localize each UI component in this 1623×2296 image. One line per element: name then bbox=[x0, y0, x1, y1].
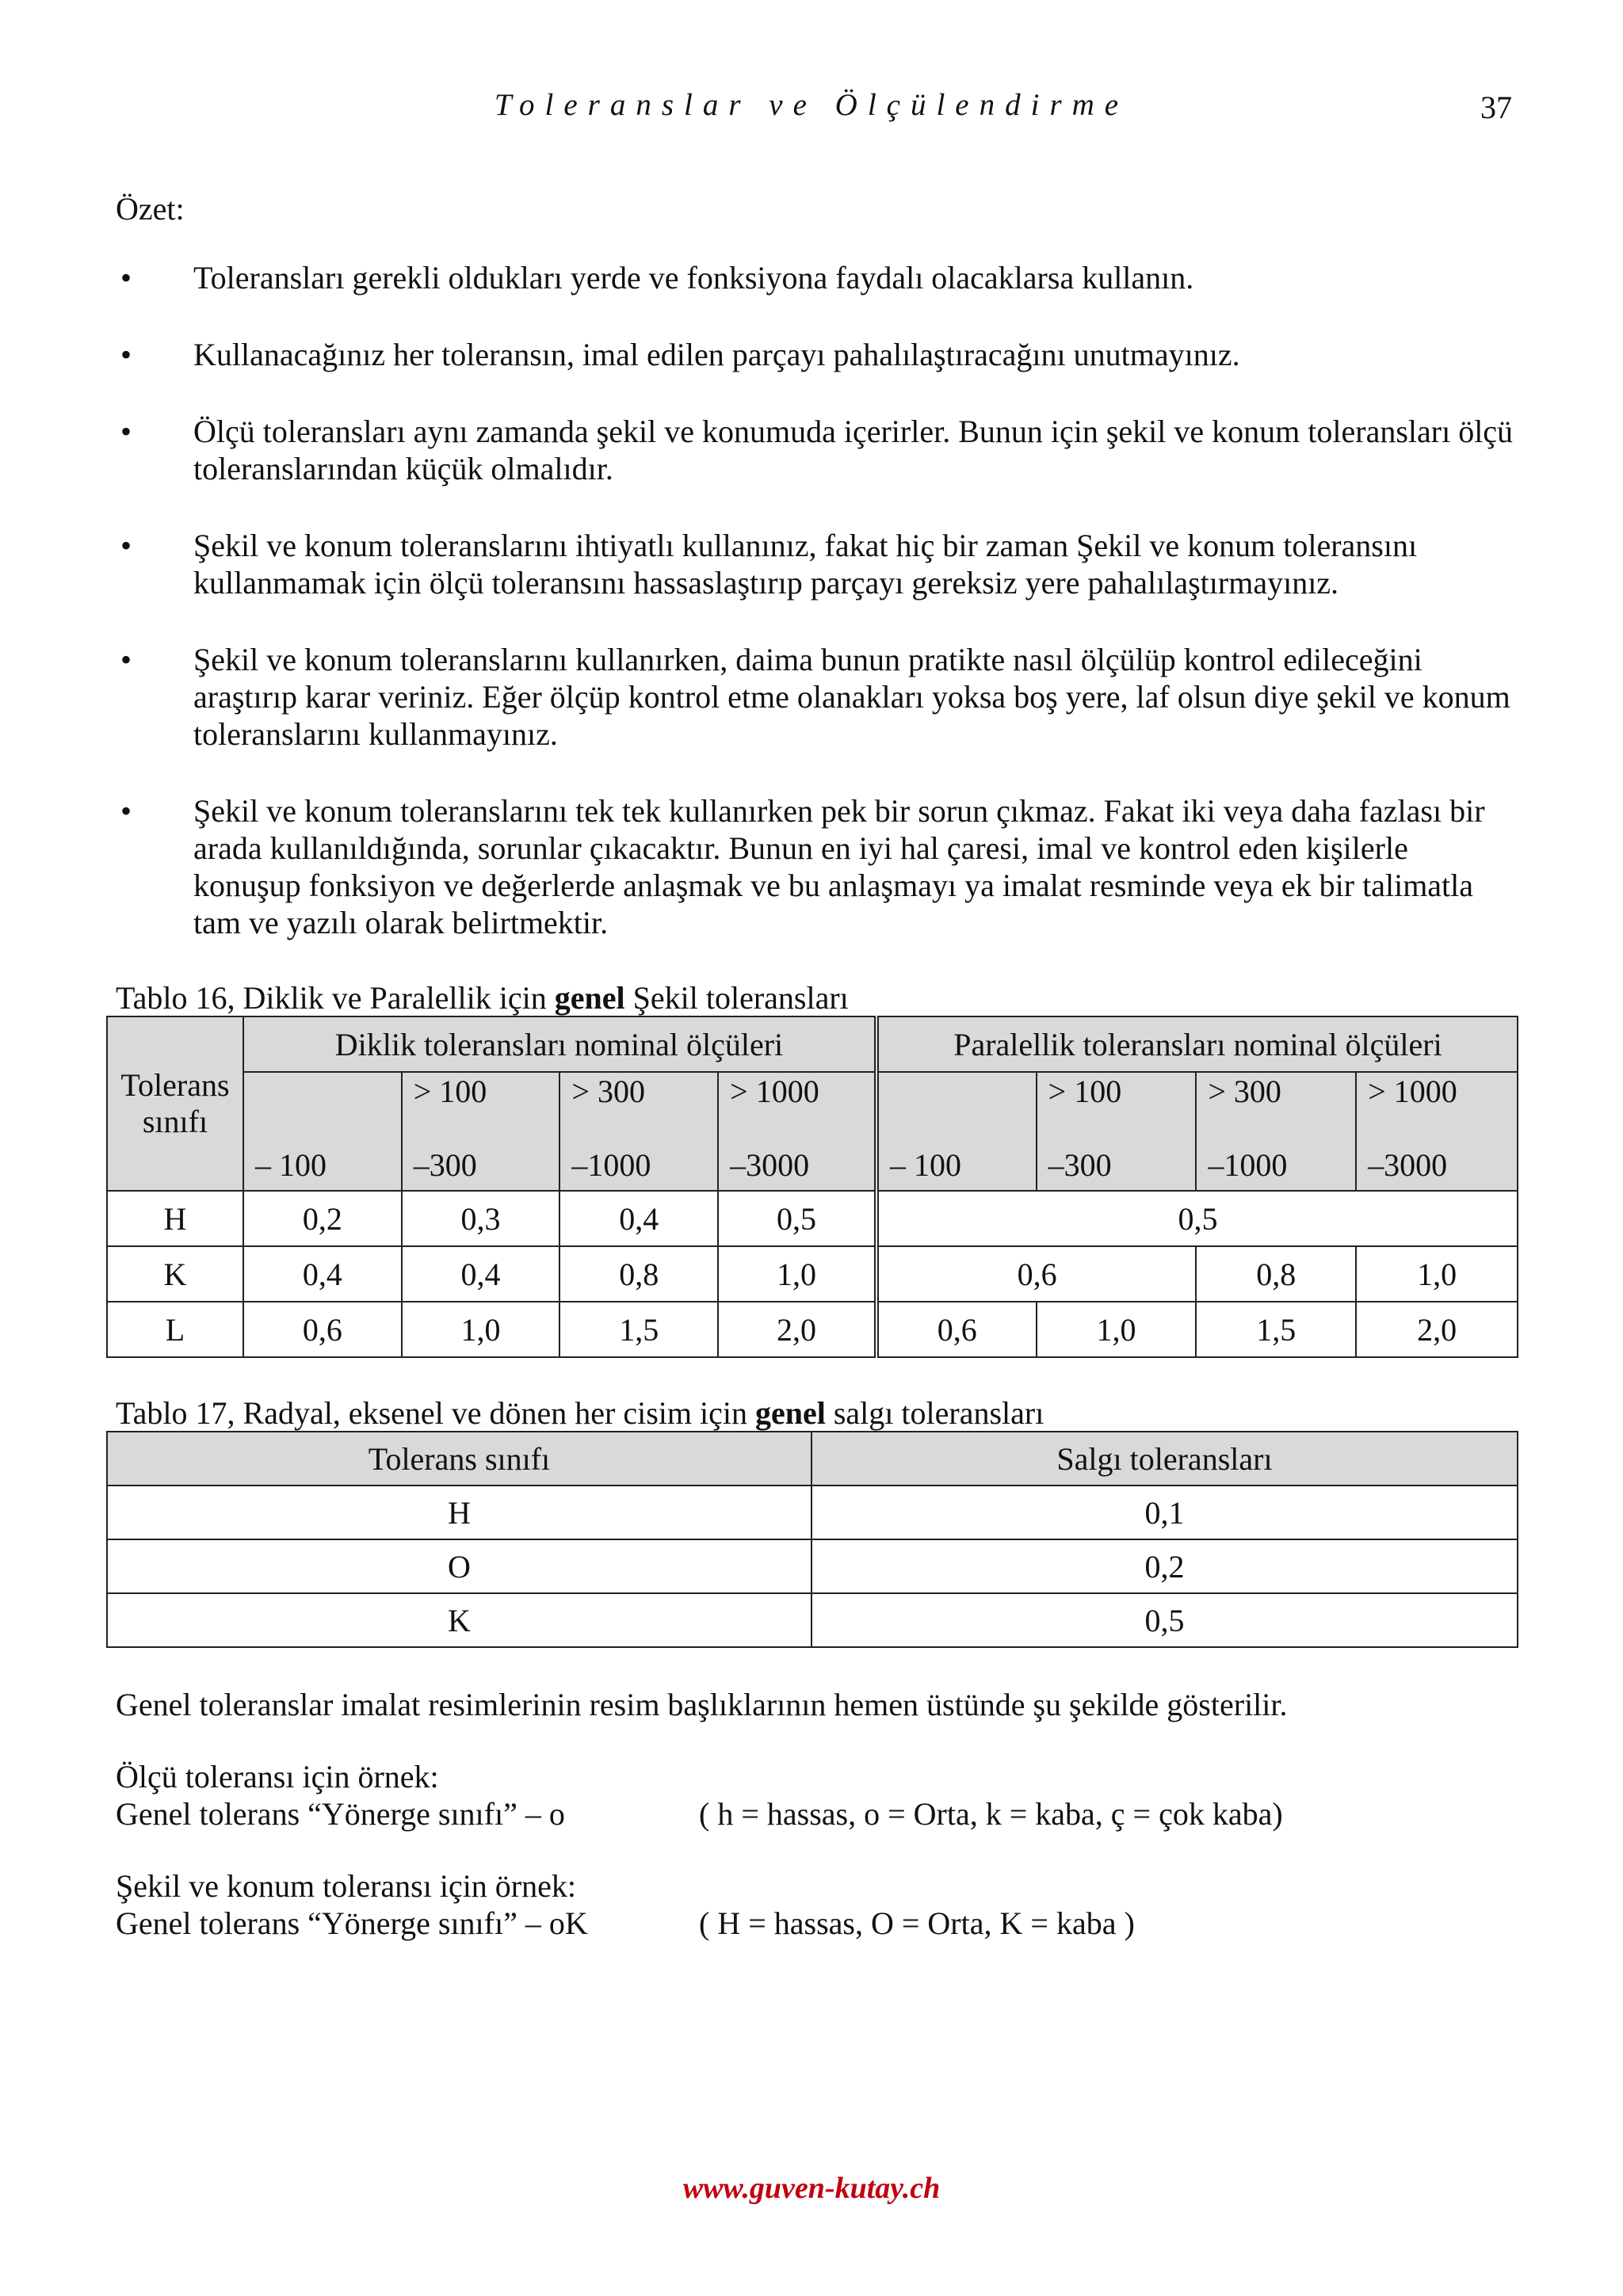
list-item-text: Şekil ve konum toleranslarını kullanırken, daima bunun pratikte nasıl ölçülüp kontrol edileceğini araştırıp karar veriniz. Eğer ölçüp kontrol etme olanakları yoksa boş yere, laf olsun diye şekil ve konum toleranslarını kullanmayınız. bbox=[193, 642, 1510, 752]
class-cell: K bbox=[107, 1246, 243, 1302]
list-item-text: Kullanacağınız her toleransın, imal edilen parçayı pahalılaştıracağını unutmayınız. bbox=[193, 337, 1240, 372]
range-top-cell: > 300 bbox=[1196, 1072, 1356, 1128]
range-bottom-cell: –1000 bbox=[1196, 1128, 1356, 1191]
table16 bbox=[106, 1016, 1518, 1358]
summary-list bbox=[116, 259, 1518, 941]
value-cell: 0,1 bbox=[812, 1486, 1518, 1539]
value-cell: 0,5 bbox=[876, 1191, 1518, 1246]
page-content bbox=[116, 190, 1518, 1942]
value-cell: 0,5 bbox=[812, 1593, 1518, 1647]
list-item-text: Toleransları gerekli oldukları yerde ve fonksiyona faydalı olacaklarsa kullanın. bbox=[193, 260, 1194, 296]
page-number: 37 bbox=[1480, 90, 1512, 125]
class-cell: H bbox=[107, 1191, 243, 1246]
table-row bbox=[107, 1539, 1518, 1593]
value-cell: 1,5 bbox=[1196, 1302, 1356, 1357]
range-top-cell: > 300 bbox=[559, 1072, 718, 1128]
list-item bbox=[116, 792, 1518, 941]
range-empty-cell bbox=[243, 1072, 402, 1128]
value-cell: 1,0 bbox=[1356, 1246, 1518, 1302]
value-cell: 0,8 bbox=[1196, 1246, 1356, 1302]
caption-bold-text: genel bbox=[554, 980, 625, 1016]
bullet-icon: • bbox=[120, 793, 132, 829]
table17-caption bbox=[116, 1396, 1518, 1431]
bullet-icon: • bbox=[120, 414, 132, 449]
caption-text: salgı toleransları bbox=[825, 1395, 1044, 1431]
table-row bbox=[107, 1486, 1518, 1539]
value-cell: 0,2 bbox=[243, 1191, 402, 1246]
value-cell: 1,0 bbox=[402, 1302, 560, 1357]
table-row bbox=[107, 1246, 1518, 1302]
example-title: Şekil ve konum toleransı için örnek: bbox=[116, 1868, 576, 1904]
list-item bbox=[116, 259, 1518, 296]
class-cell: L bbox=[107, 1302, 243, 1357]
range-top-cell: > 1000 bbox=[1356, 1072, 1518, 1128]
table17 bbox=[106, 1431, 1518, 1648]
example-legend: ( H = hassas, O = Orta, K = kaba ) bbox=[699, 1905, 1135, 1941]
example-title: Ölçü toleransı için örnek: bbox=[116, 1759, 439, 1794]
example-row bbox=[116, 1795, 1518, 1833]
value-cell: 1,5 bbox=[559, 1302, 718, 1357]
table-row bbox=[107, 1593, 1518, 1647]
paralellik-header-cell: Paralellik toleransları nominal ölçüleri bbox=[876, 1016, 1518, 1072]
class-cell: K bbox=[107, 1593, 812, 1647]
caption-bold-text: genel bbox=[754, 1395, 826, 1431]
value-cell: 2,0 bbox=[1356, 1302, 1518, 1357]
footer-website-link[interactable]: www.guven-kutay.ch bbox=[682, 2172, 941, 2205]
list-item bbox=[116, 641, 1518, 753]
general-note: Genel toleranslar imalat resimlerinin resim başlıklarının hemen üstünde şu şekilde gösterilir. bbox=[116, 1687, 1288, 1722]
range-bottom-cell: – 100 bbox=[876, 1128, 1037, 1191]
example-row bbox=[116, 1905, 1518, 1942]
class-header-cell bbox=[107, 1016, 243, 1191]
list-item-text: Şekil ve konum toleranslarını ihtiyatlı kullanınız, fakat hiç bir zaman Şekil ve konum toleransını kullanmamak için ölçü toleransını hassaslaştırıp parçayı gereksiz yere pahalılaştırmayınız. bbox=[193, 528, 1418, 601]
bullet-icon: • bbox=[120, 528, 132, 563]
range-top-cell: > 1000 bbox=[718, 1072, 876, 1128]
example-legend: ( h = hassas, o = Orta, k = kaba, ç = çok kaba) bbox=[699, 1796, 1283, 1832]
diklik-header-cell: Diklik toleransları nominal ölçüleri bbox=[243, 1016, 876, 1072]
example-form-position-tolerance bbox=[116, 1867, 1518, 1942]
example-designation: Genel tolerans “Yönerge sınıfı” – oK bbox=[116, 1905, 588, 1941]
value-cell: 0,5 bbox=[718, 1191, 876, 1246]
value-cell: 0,3 bbox=[402, 1191, 560, 1246]
value-cell: 1,0 bbox=[1037, 1302, 1197, 1357]
value-cell: 0,6 bbox=[876, 1302, 1037, 1357]
value-cell: 0,8 bbox=[559, 1246, 718, 1302]
caption-text: Tablo 17, Radyal, eksenel ve dönen her cisim için bbox=[116, 1395, 755, 1431]
class-header-label: Tolerans sınıfı bbox=[120, 1067, 230, 1139]
summary-title: Özet: bbox=[116, 191, 185, 227]
bullet-icon: • bbox=[120, 260, 132, 296]
class-cell: O bbox=[107, 1539, 812, 1593]
table16-caption bbox=[116, 981, 1518, 1016]
caption-text: Tablo 16, Diklik ve Paralellik için bbox=[116, 980, 555, 1016]
list-item-text: Ölçü toleransları aynı zamanda şekil ve konumuda içerirler. Bunun için şekil ve konum toleransları ölçü toleranslarından küçük olmalıdır. bbox=[193, 414, 1514, 486]
value-cell: 0,6 bbox=[243, 1302, 402, 1357]
list-item bbox=[116, 527, 1518, 601]
list-item bbox=[116, 336, 1518, 373]
column-header: Salgı toleransları bbox=[812, 1432, 1518, 1486]
running-header-title: Toleranslar ve Ölçülendirme bbox=[494, 88, 1129, 122]
range-top-cell: > 100 bbox=[402, 1072, 560, 1128]
value-cell: 0,4 bbox=[559, 1191, 718, 1246]
list-item bbox=[116, 413, 1518, 487]
value-cell: 0,6 bbox=[876, 1246, 1196, 1302]
value-cell: 0,2 bbox=[812, 1539, 1518, 1593]
bullet-icon: • bbox=[120, 642, 132, 677]
range-bottom-cell: –300 bbox=[402, 1128, 560, 1191]
range-bottom-cell: – 100 bbox=[243, 1128, 402, 1191]
example-designation: Genel tolerans “Yönerge sınıfı” – o bbox=[116, 1796, 565, 1832]
class-cell: H bbox=[107, 1486, 812, 1539]
value-cell: 2,0 bbox=[718, 1302, 876, 1357]
table-row bbox=[107, 1302, 1518, 1357]
column-header: Tolerans sınıfı bbox=[107, 1432, 812, 1486]
range-bottom-cell: –3000 bbox=[718, 1128, 876, 1191]
value-cell: 0,4 bbox=[402, 1246, 560, 1302]
range-bottom-cell: –3000 bbox=[1356, 1128, 1518, 1191]
caption-text: Şekil toleransları bbox=[624, 980, 849, 1016]
range-bottom-cell: –1000 bbox=[559, 1128, 718, 1191]
bullet-icon: • bbox=[120, 337, 132, 372]
range-empty-cell bbox=[876, 1072, 1037, 1128]
list-item-text: Şekil ve konum toleranslarını tek tek kullanırken pek bir sorun çıkmaz. Fakat iki veya daha fazlası bir arada kullanıldığında, sorunlar çıkacaktır. Bunun en iyi hal çaresi, imal ve kontrol eden kişilerle konuşup fonksiyon ve değerlerde anlaşmak ve bu anlaşmayı ya imalat resminde veya ek bir talimatla tam ve yazılı olarak belirtmektir. bbox=[193, 793, 1485, 940]
range-top-cell: > 100 bbox=[1037, 1072, 1197, 1128]
value-cell: 1,0 bbox=[718, 1246, 876, 1302]
table-row bbox=[107, 1191, 1518, 1246]
value-cell: 0,4 bbox=[243, 1246, 402, 1302]
example-dimension-tolerance bbox=[116, 1758, 1518, 1833]
range-bottom-cell: –300 bbox=[1037, 1128, 1197, 1191]
